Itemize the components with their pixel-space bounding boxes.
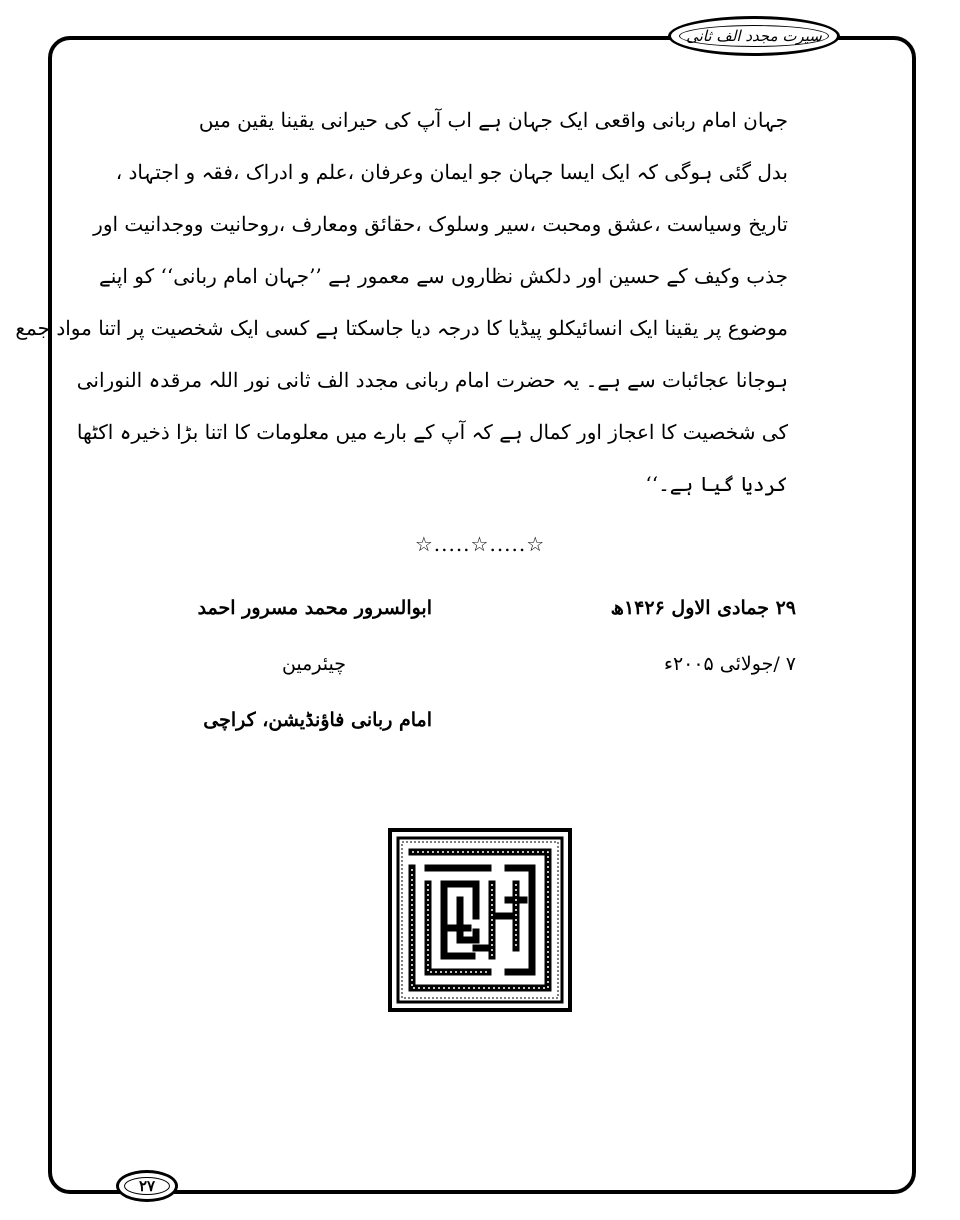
signature-block — [196, 580, 432, 748]
page-number-cartouche — [116, 1170, 178, 1202]
paragraph-line: بدل گئی ہوگی کہ ایک ایسا جہان جو ایمان وعرفان ،علم و ادراک ،فقہ و اجتہاد ، — [115, 160, 788, 184]
paragraph-line: موضوع پر یقینا ایک انسائیکلو پیڈیا کا درجہ دیا جاسکتا ہے کسی ایک شخصیت پر اتنا مواد جمع — [15, 316, 788, 340]
running-header-cartouche — [668, 16, 840, 56]
date-block — [560, 580, 796, 692]
paragraph-line: جذب وکیف کے حسین اور دلکش نظاروں سے معمور ہے ’’جہان امام ربانی‘‘ کو اپنے — [99, 264, 788, 288]
paragraph-line: ہوجانا عجائبات سے ہے۔ یہ حضرت امام ربانی مجدد الف ثانی نور اللہ مرقدہ النورانی — [76, 368, 788, 392]
star-separator: ☆.....☆.....☆ — [414, 532, 546, 556]
page-number: ۲۷ — [138, 1177, 156, 1195]
kufic-calligraphy-ornament — [388, 828, 572, 1012]
signatory-title: چیئرمین — [281, 653, 347, 675]
signatory-organization: امام ربانی فاؤنڈیشن، کراچی — [203, 709, 432, 731]
body-paragraph — [15, 94, 788, 510]
signatory-name: ابوالسرور محمد مسرور احمد — [197, 597, 432, 619]
paragraph-line: جہان امام ربانی واقعی ایک جہان ہے اب آپ کی حیرانی یقینا یقین میں — [198, 108, 788, 132]
paragraph-line: کردیا گیا ہے۔‘‘ — [645, 472, 788, 496]
paragraph-line: کی شخصیت کا اعجاز اور کمال ہے کہ آپ کے بارے میں معلومات کا اتنا بڑا ذخیرہ اکٹھا — [76, 420, 788, 444]
gregorian-date: ۷ /جولائی ۲۰۰۵ء — [664, 653, 796, 675]
running-header-title: سیرت مجدد الف ثانی — [686, 27, 822, 45]
hijri-date: ۲۹ جمادی الاول ۱۴۲۶ھ — [610, 597, 796, 619]
paragraph-line: تاریخ وسیاست ،عشق ومحبت ،سیر وسلوک ،حقائق ومعارف ،روحانیت ووجدانیت اور — [93, 212, 788, 236]
